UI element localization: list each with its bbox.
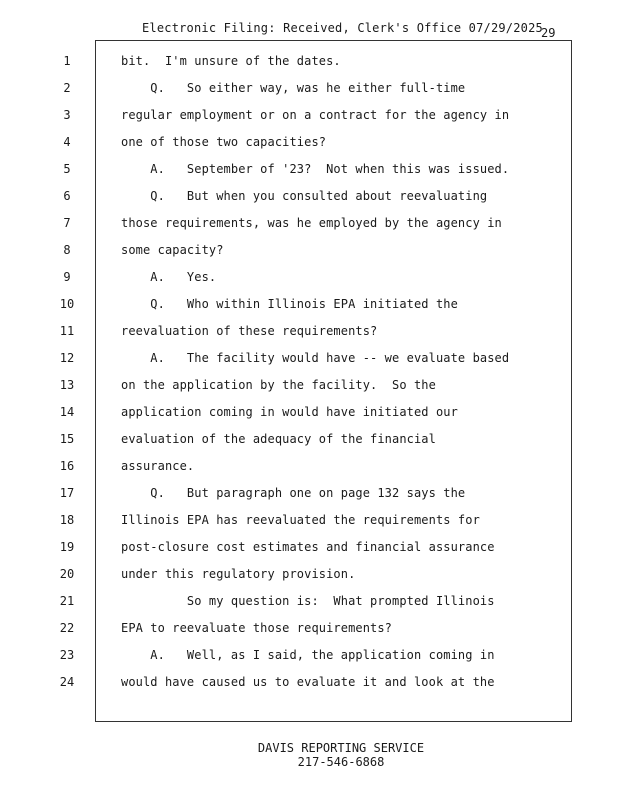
- line-number: 14: [59, 405, 75, 419]
- transcript-line: application coming in would have initiated our: [121, 405, 458, 419]
- transcript-line: A. Yes.: [121, 270, 217, 284]
- page-number: 29: [541, 26, 556, 40]
- transcript-line: under this regulatory provision.: [121, 567, 356, 581]
- line-number: 10: [59, 297, 75, 311]
- line-number: 6: [63, 189, 71, 203]
- electronic-filing-header: Electronic Filing: Received, Clerk's Office 07/29/2025: [142, 21, 543, 35]
- transcript-line: those requirements, was he employed by the agency in: [121, 216, 502, 230]
- transcript-line: EPA to reevaluate those requirements?: [121, 621, 393, 635]
- line-number: 22: [59, 621, 75, 635]
- line-number: 19: [59, 540, 75, 554]
- line-number: 11: [59, 324, 75, 338]
- transcript-line: regular employment or on a contract for the agency in: [121, 108, 510, 122]
- transcript-line: one of those two capacities?: [121, 135, 327, 149]
- line-number: 17: [59, 486, 75, 500]
- transcript-line: A. September of '23? Not when this was issued.: [121, 162, 510, 176]
- transcript-line: A. The facility would have -- we evaluate based: [121, 351, 510, 365]
- line-number: 18: [59, 513, 75, 527]
- line-number: 20: [59, 567, 75, 581]
- line-number: 5: [63, 162, 71, 176]
- line-number: 21: [59, 594, 75, 608]
- transcript-line: assurance.: [121, 459, 195, 473]
- line-number: 7: [63, 216, 71, 230]
- line-number: 9: [63, 270, 71, 284]
- line-number: 23: [59, 648, 75, 662]
- transcript-line: Q. Who within Illinois EPA initiated the: [121, 297, 458, 311]
- line-number: 2: [63, 81, 71, 95]
- transcript-line: would have caused us to evaluate it and look at the: [121, 675, 495, 689]
- transcript-line: reevaluation of these requirements?: [121, 324, 378, 338]
- line-number: 8: [63, 243, 71, 257]
- transcript-line: post-closure cost estimates and financial assurance: [121, 540, 495, 554]
- transcript-line: some capacity?: [121, 243, 224, 257]
- line-number: 24: [59, 675, 75, 689]
- line-number: 3: [63, 108, 71, 122]
- line-number: 12: [59, 351, 75, 365]
- transcript-line: bit. I'm unsure of the dates.: [121, 54, 341, 68]
- transcript-line: on the application by the facility. So the: [121, 378, 436, 392]
- transcript-line: Q. But paragraph one on page 132 says the: [121, 486, 466, 500]
- line-number: 15: [59, 432, 75, 446]
- transcript-line: A. Well, as I said, the application coming in: [121, 648, 495, 662]
- line-number: 1: [63, 54, 71, 68]
- transcript-line: Illinois EPA has reevaluated the requirements for: [121, 513, 480, 527]
- transcript-line: Q. But when you consulted about reevaluating: [121, 189, 488, 203]
- transcript-line: evaluation of the adequacy of the financial: [121, 432, 436, 446]
- transcript-line: So my question is: What prompted Illinois: [121, 594, 495, 608]
- transcript-line: Q. So either way, was he either full-time: [121, 81, 466, 95]
- line-number: 13: [59, 378, 75, 392]
- reporter-company: DAVIS REPORTING SERVICE: [257, 741, 425, 755]
- reporter-phone: 217-546-6868: [297, 755, 385, 769]
- line-number: 16: [59, 459, 75, 473]
- line-number: 4: [63, 135, 71, 149]
